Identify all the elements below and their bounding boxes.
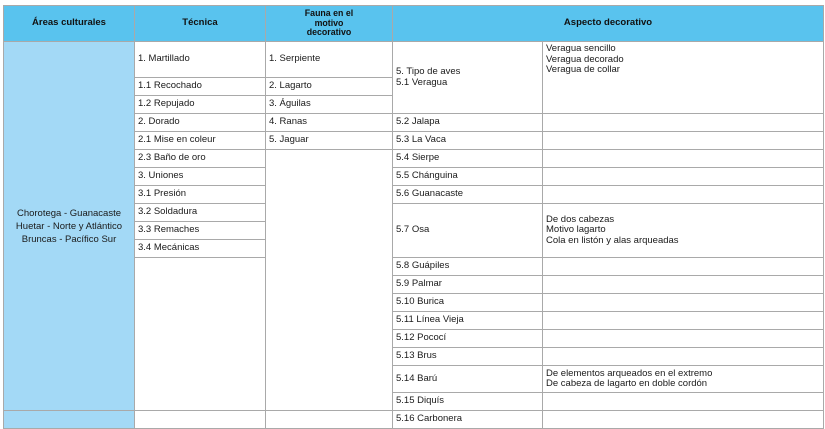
header-row — [4, 6, 824, 42]
table-row — [4, 411, 824, 429]
aspecto-cell — [543, 312, 824, 330]
tipo-cell: 5.10 Burica — [393, 294, 543, 312]
fauna-empty-cell — [266, 411, 393, 429]
table-frame — [3, 5, 823, 425]
header-fauna-line: motivo — [314, 17, 344, 28]
decorative-aspects-table — [3, 5, 824, 429]
tecnica-cell: 2.1 Mise en coleur — [135, 132, 266, 150]
aspecto-line: Cola en listón y alas arqueadas — [546, 234, 679, 246]
aspecto-line: Veragua decorado — [546, 53, 624, 65]
tipo-cell: 5.12 Pococí — [393, 330, 543, 348]
aspecto-cell — [543, 330, 824, 348]
tipo-cell — [393, 42, 543, 114]
aspecto-line: De elementos arqueados en el extremo — [546, 367, 713, 379]
tipo-cell: 5.7 Osa — [393, 204, 543, 258]
area-name: Huetar - Norte y Atlántico — [15, 220, 123, 232]
tecnica-cell: 1.2 Repujado — [135, 96, 266, 114]
tecnica-cell: 1. Martillado — [135, 42, 266, 78]
aspecto-line: De cabeza de lagarto en doble cordón — [546, 378, 708, 389]
header-fauna — [266, 6, 393, 42]
aspecto-line: Veragua sencillo — [546, 43, 616, 54]
tipo-cell: 5.8 Guápiles — [393, 258, 543, 276]
tecnica-cell: 1.1 Recochado — [135, 78, 266, 96]
fauna-cell: 3. Águilas — [266, 96, 393, 114]
aspecto-line: Motivo lagarto — [546, 224, 606, 236]
tecnica-cell: 3.4 Mecánicas — [135, 240, 266, 258]
aspecto-cell — [543, 114, 824, 132]
aspecto-cell — [543, 393, 824, 411]
aspecto-cell — [543, 186, 824, 204]
fauna-cell: 2. Lagarto — [266, 78, 393, 96]
areas-cell — [4, 42, 135, 411]
area-name: Chorotega - Guanacaste — [16, 207, 122, 219]
tipo-cell: 5.6 Guanacaste — [393, 186, 543, 204]
aspecto-cell — [543, 276, 824, 294]
aspecto-cell — [543, 411, 824, 429]
tecnica-cell: 3.3 Remaches — [135, 222, 266, 240]
fauna-cell: 1. Serpiente — [266, 42, 393, 78]
aspecto-cell — [543, 150, 824, 168]
aspecto-line: Veragua de collar — [546, 64, 620, 75]
tipo-cell: 5.5 Chánguina — [393, 168, 543, 186]
header-areas: Áreas culturales — [4, 6, 135, 42]
fauna-cell: 5. Jaguar — [266, 132, 393, 150]
table-row — [4, 42, 824, 78]
header-tecnica: Técnica — [135, 6, 266, 42]
fauna-empty-cell — [266, 150, 393, 411]
tecnica-cell: 3. Uniones — [135, 168, 266, 186]
aspecto-line: De dos cabezas — [546, 213, 615, 225]
tipo-cell: 5.13 Brus — [393, 348, 543, 366]
tipo-cell: 5.16 Carbonera — [393, 411, 543, 429]
tipo-line: 5. Tipo de aves — [396, 66, 461, 77]
fauna-cell: 4. Ranas — [266, 114, 393, 132]
aspecto-cell — [543, 132, 824, 150]
areas-cell-end — [4, 411, 135, 429]
tipo-cell: 5.9 Palmar — [393, 276, 543, 294]
tecnica-empty-cell — [135, 258, 266, 411]
tipo-cell: 5.15 Diquís — [393, 393, 543, 411]
tipo-cell: 5.3 La Vaca — [393, 132, 543, 150]
aspecto-cell — [543, 348, 824, 366]
aspecto-cell — [543, 294, 824, 312]
tecnica-empty-cell — [135, 411, 266, 429]
tipo-line: 5.1 Veragua — [396, 76, 448, 88]
tecnica-cell: 2. Dorado — [135, 114, 266, 132]
tipo-cell: 5.14 Barú — [393, 366, 543, 393]
aspecto-cell — [543, 258, 824, 276]
tecnica-cell: 2.3 Baño de oro — [135, 150, 266, 168]
tipo-cell: 5.2 Jalapa — [393, 114, 543, 132]
tipo-cell: 5.4 Sierpe — [393, 150, 543, 168]
aspecto-cell — [543, 366, 824, 393]
area-name: Bruncas - Pacífico Sur — [21, 233, 117, 245]
aspecto-cell — [543, 204, 824, 258]
header-fauna-line: Fauna en el — [304, 8, 354, 19]
tipo-cell: 5.11 Línea Vieja — [393, 312, 543, 330]
aspecto-cell — [543, 42, 824, 114]
tecnica-cell: 3.1 Presión — [135, 186, 266, 204]
header-fauna-line: decorativo — [306, 27, 352, 38]
tecnica-cell: 3.2 Soldadura — [135, 204, 266, 222]
header-aspecto: Aspecto decorativo — [393, 6, 824, 42]
aspecto-cell — [543, 168, 824, 186]
